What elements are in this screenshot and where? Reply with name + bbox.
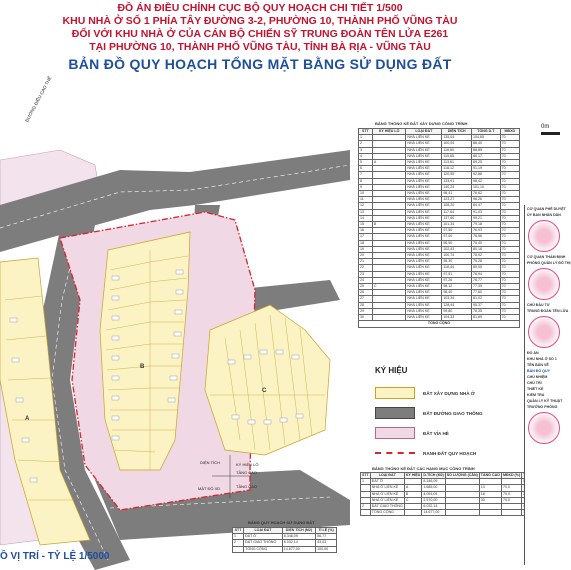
table-cell: 10 bbox=[359, 191, 373, 197]
table-cell: 70 bbox=[500, 302, 519, 308]
table-cell: 76,40 bbox=[472, 240, 501, 246]
table-cell: 8.346,09 bbox=[422, 479, 445, 485]
table-cell: 77,60 bbox=[472, 290, 501, 296]
table-cell: 86,40 bbox=[472, 141, 501, 147]
street-label: ĐƯỜNG ĐIỀU CAO THẾ bbox=[24, 75, 53, 123]
table-cell: NHÀ LIÊN KẾ bbox=[406, 141, 442, 147]
table-cell: NHÀ LIÊN KẾ bbox=[406, 259, 442, 265]
project-name: KHU NHÀ Ở SỐ 1 bbox=[527, 357, 557, 361]
owner-heading: CHỦ ĐẦU TƯ bbox=[527, 303, 550, 307]
table-cell: 75,28 bbox=[472, 259, 501, 265]
table-cell: 91,03 bbox=[472, 209, 501, 215]
table-cell: 19 bbox=[359, 246, 373, 252]
table-cell: NHÀ LIÊN KẾ bbox=[406, 271, 442, 277]
table-cell: 8 bbox=[359, 178, 373, 184]
block-c bbox=[205, 305, 330, 455]
table-cell: 12 bbox=[359, 203, 373, 209]
table-cell: NHÀ LIÊN KẾ bbox=[406, 302, 442, 308]
table-cell: 22 bbox=[359, 265, 373, 271]
table-cell: 9 bbox=[359, 184, 373, 190]
table-header-cell: LOẠI ĐẤT bbox=[406, 129, 442, 135]
drawing-heading: TÊN BẢN VẼ bbox=[527, 363, 549, 367]
table-cell: NHÀ LIÊN KẾ bbox=[406, 215, 442, 221]
table-cell: NHÀ LIÊN KẾ bbox=[406, 153, 442, 159]
table-cell: 70 bbox=[500, 215, 519, 221]
table-cell: 7 bbox=[359, 172, 373, 178]
table-cell: TỔNG CỘNG bbox=[370, 510, 404, 516]
table-cell: 91,19 bbox=[472, 166, 501, 172]
table-cell: 70 bbox=[500, 147, 519, 153]
table-cell: NHÀ LIÊN KẾ bbox=[406, 178, 442, 184]
category-table-row bbox=[361, 510, 541, 516]
table-cell: 88,85 bbox=[472, 147, 501, 153]
table-cell: 97,00 bbox=[442, 234, 472, 240]
table-cell: 97,50 bbox=[442, 228, 472, 234]
drawing-title: BẢN ĐỒ QUY HOẠCH TỔNG MẶT BẰNG SỬ DỤNG ĐẤT bbox=[68, 56, 452, 72]
table-cell: ĐẤT GIAO THÔNG bbox=[244, 540, 283, 546]
block-b-label: B bbox=[140, 364, 145, 370]
table-cell: NHÀ LIÊN KẾ bbox=[406, 284, 442, 290]
table-cell: 108,20 bbox=[442, 203, 472, 209]
table-cell: 128,44 bbox=[442, 302, 472, 308]
table-cell: 70 bbox=[500, 315, 519, 321]
table-cell bbox=[404, 510, 422, 516]
table-cell: 70 bbox=[500, 265, 519, 271]
build-table-caption: BẢNG THỐNG KÊ ĐẤT XÂY DỰNG CÔNG TRÌNH bbox=[375, 121, 468, 126]
table-cell: 3 bbox=[359, 147, 373, 153]
table-cell: 70 bbox=[500, 246, 519, 252]
table-cell: 97,26 bbox=[442, 277, 472, 283]
table-cell: 1.685,00 bbox=[422, 485, 445, 491]
table-cell: 101,10 bbox=[472, 184, 501, 190]
table-cell: 2 bbox=[359, 141, 373, 147]
table-cell: 140,24 bbox=[442, 184, 472, 190]
table-header-cell: STT bbox=[362, 473, 369, 477]
table-cell: 1 bbox=[233, 534, 244, 540]
table-cell: 113,61 bbox=[442, 160, 472, 166]
table-cell: 92,88 bbox=[472, 172, 501, 178]
table-cell: 76,77 bbox=[472, 277, 501, 283]
table-cell: A bbox=[372, 160, 405, 166]
category-table bbox=[360, 472, 541, 516]
table-cell: 70 bbox=[500, 271, 519, 277]
table-header-cell: STT bbox=[233, 528, 244, 534]
table-cell: 135,04 bbox=[442, 135, 472, 141]
table-cell: 70,0 bbox=[501, 491, 521, 497]
approval-stamp bbox=[528, 220, 560, 252]
scale-bar bbox=[541, 132, 560, 135]
table-header-cell: SỐ LƯỢNG (CĂN) bbox=[446, 473, 478, 477]
build-table-total-row bbox=[359, 321, 520, 327]
table-cell bbox=[501, 510, 521, 516]
table-cell: 101,34 bbox=[442, 222, 472, 228]
table-cell: 78,92 bbox=[472, 253, 501, 259]
table-header-cell: LOẠI ĐẤT bbox=[370, 473, 404, 479]
table-cell: 13 bbox=[359, 209, 373, 215]
table-cell: ĐẤT Ở bbox=[370, 479, 404, 485]
table-cell: 70 bbox=[500, 240, 519, 246]
table-cell: NHÀ LIÊN KẾ bbox=[406, 308, 442, 314]
table-cell: 70,0 bbox=[501, 485, 521, 491]
table-cell: 98,40 bbox=[442, 290, 472, 296]
table-cell: 70 bbox=[500, 308, 519, 314]
table-cell bbox=[479, 510, 501, 516]
drawing-name: BẢN ĐỒ QUY bbox=[527, 369, 550, 373]
table-header-cell: TỈ LỆ (%) bbox=[316, 528, 337, 534]
table-cell: ĐẤT GIAO THÔNG bbox=[371, 504, 403, 509]
table-cell: 29 bbox=[359, 308, 373, 314]
owner-stamp bbox=[528, 316, 560, 348]
landuse-table-caption: BẢNG QUY HOẠCH SỬ DỤNG ĐẤT bbox=[248, 520, 315, 525]
legend-swatch-boundary bbox=[375, 452, 415, 454]
table-cell bbox=[233, 546, 244, 552]
table-header-cell: STT bbox=[359, 129, 373, 135]
table-cell: 28 bbox=[359, 302, 373, 308]
table-cell: 21 bbox=[359, 259, 373, 265]
table-cell: 76,62 bbox=[472, 191, 501, 197]
location-map-label: Ồ VỊ TRÍ - TỶ LỆ 1/5000 bbox=[0, 551, 110, 562]
table-cell: 103,34 bbox=[442, 296, 472, 302]
table-cell: 18 bbox=[359, 240, 373, 246]
table-cell: 30 bbox=[359, 315, 373, 321]
table-cell: 14.677,00 bbox=[422, 510, 445, 516]
table-cell: 6 bbox=[359, 166, 373, 172]
table-cell: 70,0 bbox=[501, 497, 521, 503]
table-cell: NHÀ LIÊN KẾ bbox=[406, 172, 442, 178]
table-cell: 5 bbox=[359, 160, 373, 166]
table-cell: 70 bbox=[500, 178, 519, 184]
svg-text:KÝ HIỆU LÔ: KÝ HIỆU LÔ bbox=[236, 462, 259, 467]
table-cell: NHÀ LIÊN KẾ bbox=[406, 234, 442, 240]
table-cell: 100,04 bbox=[442, 141, 472, 147]
table-header-cell: D.TÍCH (M2) bbox=[423, 473, 444, 477]
table-cell: 15 bbox=[359, 222, 373, 228]
build-table bbox=[358, 128, 520, 328]
table-cell: 1 bbox=[361, 479, 371, 485]
table-cell: 70 bbox=[500, 141, 519, 147]
table-cell: 70 bbox=[500, 259, 519, 265]
table-cell: 1 bbox=[359, 135, 373, 141]
project-title-line-3: ĐỐI VỚI KHU NHÀ Ở CỦA CÁN BỘ CHIẾN SỸ TRUNG ĐOÀN TÊN LỬA E261 bbox=[71, 28, 449, 40]
approval-agency-name: ỦY BAN NHÂN DÂN bbox=[527, 213, 561, 217]
table-cell: 89,25 bbox=[472, 160, 501, 166]
table-cell: NHÀ LIÊN KẾ bbox=[406, 222, 442, 228]
table-cell: NHÀ LIÊN KẾ bbox=[406, 265, 442, 271]
role-item: KIỂM TRA bbox=[527, 393, 545, 397]
table-cell: 70 bbox=[500, 253, 519, 259]
table-cell: B bbox=[372, 222, 405, 228]
approval-agency: CƠ QUAN PHÊ DUYỆT bbox=[527, 207, 566, 211]
legend-swatch-road bbox=[375, 407, 415, 419]
title-block bbox=[524, 205, 571, 565]
table-cell: 20 bbox=[359, 253, 373, 259]
review-agency: CƠ QUAN THẨM ĐỊNH bbox=[527, 255, 566, 259]
table-cell: 98,41 bbox=[442, 191, 472, 197]
project-title-line-1: ĐỒ ÁN ĐIỀU CHỈNH CỤC BỘ QUY HOẠCH CHI TIẾT 1/500 bbox=[117, 2, 403, 14]
table-header-cell: DIỆN TÍCH bbox=[442, 129, 472, 135]
legend-item-road bbox=[375, 406, 483, 420]
table-cell: NHÀ LIÊN KẾ bbox=[406, 290, 442, 296]
table-cell: 70 bbox=[500, 203, 519, 209]
table-header-cell: TỔNG D.T bbox=[472, 129, 501, 135]
table-cell: 70 bbox=[500, 234, 519, 240]
table-cell: 99,80 bbox=[442, 308, 472, 314]
table-cell: NHÀ LIÊN KẾ bbox=[406, 246, 442, 252]
table-cell: 115,65 bbox=[442, 153, 472, 159]
table-cell: NHÀ LIÊN KẾ bbox=[406, 296, 442, 302]
role-list bbox=[525, 375, 561, 409]
table-cell: NHÀ LIÊN KẾ bbox=[406, 209, 442, 215]
table-cell: ĐẤT Ở bbox=[244, 534, 283, 540]
table-cell: C bbox=[372, 284, 405, 290]
table-cell: 97,51 bbox=[442, 271, 472, 277]
table-cell: 123,27 bbox=[442, 197, 472, 203]
table-header-cell: KÝ HIỆU bbox=[405, 473, 421, 477]
role-item: CHỦ NHIỆM bbox=[527, 375, 548, 379]
role-item: TRƯỞNG PHÒNG bbox=[527, 405, 558, 409]
table-cell: 120,55 bbox=[442, 172, 472, 178]
table-header-cell: KÝ HIỆU LÔ bbox=[372, 129, 405, 135]
table-cell: NHÀ LIÊN KẾ bbox=[406, 166, 442, 172]
table-cell: 25 bbox=[359, 284, 373, 290]
svg-text:TẦNG CAO: TẦNG CAO bbox=[236, 484, 257, 489]
table-cell: 96,26 bbox=[472, 197, 501, 203]
table-cell: C bbox=[404, 497, 422, 503]
table-cell: NHÀ Ở LIỀN KẾ bbox=[370, 491, 404, 497]
table-cell: 18 bbox=[479, 491, 501, 497]
table-cell: 4.091,09 bbox=[422, 491, 445, 497]
table-cell: 81,69 bbox=[472, 315, 501, 321]
table-cell: 84,47 bbox=[472, 203, 501, 209]
table-cell: 95,37 bbox=[472, 302, 501, 308]
table-cell: 89,05 bbox=[472, 265, 501, 271]
table-cell: 86,17 bbox=[472, 153, 501, 159]
site-plan-map[interactable] bbox=[0, 75, 350, 570]
table-cell: 56,77 bbox=[316, 534, 337, 540]
table-cell: 70 bbox=[500, 197, 519, 203]
table-cell: 104,65 bbox=[472, 135, 501, 141]
table-cell: 102,43 bbox=[442, 246, 472, 252]
table-cell: 98,12 bbox=[442, 284, 472, 290]
svg-text:DIỆN TÍCH: DIỆN TÍCH bbox=[200, 460, 220, 465]
category-table-caption: BẢNG THỐNG KÊ ĐẤT CÁC HẠNG MỤC CÔNG TRÌNH bbox=[372, 466, 475, 471]
table-cell: 118,60 bbox=[442, 147, 472, 153]
table-header-cell: LOẠI ĐẤT bbox=[244, 528, 283, 534]
table-cell: TỔNG CỘNG bbox=[244, 546, 283, 552]
legend-item-sidewalk bbox=[375, 426, 449, 440]
table-cell: 70 bbox=[500, 184, 519, 190]
table-cell: NHÀ Ở LIỀN KẾ bbox=[370, 497, 404, 503]
legend-item-residential bbox=[375, 386, 475, 400]
table-cell: 70 bbox=[500, 135, 519, 141]
table-cell: 77,39 bbox=[472, 284, 501, 290]
table-cell: NHÀ LIÊN KẾ bbox=[406, 191, 442, 197]
review-agency-name: PHÒNG QUẢN LÝ ĐÔ THỊ bbox=[527, 261, 571, 265]
table-cell: NHÀ LIÊN KẾ bbox=[406, 277, 442, 283]
table-cell: 118,12 bbox=[442, 166, 472, 172]
table-cell: 4 bbox=[359, 153, 373, 159]
legend-label: ĐẤT ĐƯỜNG GIAO THÔNG bbox=[423, 410, 483, 416]
table-cell: NHÀ LIÊN KẾ bbox=[406, 147, 442, 153]
landuse-table bbox=[232, 527, 337, 553]
table-cell: NHÀ LIÊN KẾ bbox=[406, 228, 442, 234]
table-cell: 2 bbox=[233, 540, 244, 546]
owner-name: TRUNG ĐOÀN TÊN LỬA bbox=[527, 309, 569, 313]
table-cell: 76,93 bbox=[472, 228, 501, 234]
role-item: THIẾT KẾ bbox=[527, 387, 544, 391]
table-cell: 78,35 bbox=[472, 308, 501, 314]
table-cell: 99,21 bbox=[472, 215, 501, 221]
table-cell: NHÀ LIÊN KẾ bbox=[406, 135, 442, 141]
table-cell: 70 bbox=[500, 277, 519, 283]
table-cell: 70 bbox=[500, 153, 519, 159]
table-cell: 13 bbox=[479, 485, 501, 491]
table-cell: 70 bbox=[500, 296, 519, 302]
table-cell: 70 bbox=[500, 209, 519, 215]
table-cell: 80,16 bbox=[472, 246, 501, 252]
table-cell: 70 bbox=[500, 228, 519, 234]
table-cell: 98,42 bbox=[472, 178, 501, 184]
table-cell: NHÀ LIÊN KẾ bbox=[406, 203, 442, 209]
role-item: QUẢN LÝ KỸ THUẬT bbox=[527, 399, 563, 403]
table-cell: 26 bbox=[359, 290, 373, 296]
table-cell: 96,90 bbox=[442, 240, 472, 246]
landuse-table-row bbox=[233, 534, 337, 540]
review-stamp bbox=[528, 268, 560, 300]
table-cell: 6.032,14 bbox=[422, 504, 445, 510]
table-cell: NHÀ Ở LIỀN KẾ bbox=[370, 485, 404, 491]
table-cell: 70 bbox=[500, 284, 519, 290]
table-cell: B bbox=[404, 491, 422, 497]
landuse-table-row bbox=[233, 546, 337, 552]
table-cell: 6.032,14 bbox=[282, 540, 315, 546]
table-cell: 95,30 bbox=[442, 259, 472, 265]
table-total-cell: TỔNG CỘNG bbox=[359, 321, 520, 327]
block-a-label: A bbox=[25, 416, 30, 422]
table-cell: 70 bbox=[500, 166, 519, 172]
table-cell: 133,91 bbox=[442, 178, 472, 184]
table-cell: 81,02 bbox=[472, 296, 501, 302]
table-cell: NHÀ LIÊN KẾ bbox=[406, 315, 442, 321]
scale-bar-label: 0m bbox=[541, 124, 550, 130]
table-header-cell: TẦNG CAO bbox=[480, 473, 500, 477]
legend-label: RANH ĐẤT QUY HOẠCH bbox=[423, 450, 477, 456]
table-cell: 76,56 bbox=[472, 234, 501, 240]
table-cell: 17 bbox=[359, 234, 373, 240]
table-cell: NHÀ LIÊN KẾ bbox=[406, 160, 442, 166]
table-cell: 24 bbox=[359, 277, 373, 283]
table-cell: 70 bbox=[500, 222, 519, 228]
table-cell: 43,03 bbox=[316, 540, 337, 546]
table-cell: 23 bbox=[359, 271, 373, 277]
role-item: CHỦ TRÌ bbox=[527, 381, 542, 385]
table-cell: NHÀ LIÊN KẾ bbox=[406, 197, 442, 203]
table-cell: NHÀ LIÊN KẾ bbox=[406, 253, 442, 259]
legend-swatch-sidewalk bbox=[375, 427, 415, 439]
table-cell: 117,64 bbox=[442, 209, 472, 215]
table-cell: 70 bbox=[500, 191, 519, 197]
table-cell: 137,60 bbox=[442, 215, 472, 221]
legend-item-boundary bbox=[375, 446, 476, 460]
table-cell: 118,44 bbox=[442, 265, 472, 271]
table-cell: 8.346,09 bbox=[282, 534, 315, 540]
table-cell: 70 bbox=[500, 172, 519, 178]
table-cell bbox=[445, 510, 479, 516]
table-cell: 104,33 bbox=[442, 315, 472, 321]
project-title-line-4: TẠI PHƯỜNG 10, THÀNH PHỐ VŨNG TÀU, TỈNH BÀ RỊA - VŨNG TÀU bbox=[89, 41, 431, 53]
table-cell: 2 bbox=[361, 504, 371, 510]
table-cell: A bbox=[404, 485, 422, 491]
legend-title: KÝ HIỆU bbox=[375, 366, 408, 375]
legend-label: ĐẤT XÂY DỰNG NHÀ Ở bbox=[423, 390, 475, 396]
table-cell: 14 bbox=[359, 215, 373, 221]
table-cell: NHÀ LIÊN KẾ bbox=[406, 184, 442, 190]
table-cell: 11 bbox=[359, 197, 373, 203]
table-cell: 27 bbox=[359, 296, 373, 302]
landuse-table-row bbox=[233, 540, 337, 546]
project-heading: ĐỒ ÁN bbox=[527, 351, 539, 355]
table-cell: 70 bbox=[500, 160, 519, 166]
legend-label: ĐẤT VỈA HÈ bbox=[423, 430, 449, 436]
table-cell: 100,00 bbox=[316, 546, 337, 552]
legend-swatch-residential bbox=[375, 387, 415, 399]
table-cell: 14.677,00 bbox=[282, 546, 315, 552]
table-cell: 100,74 bbox=[442, 253, 472, 259]
block-c-label: C bbox=[262, 388, 267, 394]
table-cell: NHÀ LIÊN KẾ bbox=[406, 240, 442, 246]
svg-text:TẦNG CAO: TẦNG CAO bbox=[236, 470, 257, 475]
table-cell: 79,18 bbox=[472, 222, 501, 228]
table-cell: 76,94 bbox=[472, 271, 501, 277]
table-cell: 30 bbox=[479, 497, 501, 503]
svg-text:MẬT ĐỘ XD: MẬT ĐỘ XD bbox=[198, 486, 221, 491]
project-title-line-2: KHU NHÀ Ở SỐ 1 PHÍA TÂY ĐƯỜNG 3-2, PHƯỜNG 10, THÀNH PHỐ VŨNG TÀU bbox=[62, 15, 458, 27]
table-header-cell: MĐXD bbox=[500, 129, 519, 135]
designer-stamp bbox=[528, 412, 560, 444]
table-header-cell: MĐXD (%) bbox=[502, 473, 521, 477]
table-header-cell: DIỆN TÍCH (M2) bbox=[282, 528, 315, 534]
table-cell: 70 bbox=[500, 290, 519, 296]
table-cell bbox=[361, 510, 371, 516]
table-cell: 2.570,00 bbox=[422, 497, 445, 503]
table-cell: 16 bbox=[359, 228, 373, 234]
